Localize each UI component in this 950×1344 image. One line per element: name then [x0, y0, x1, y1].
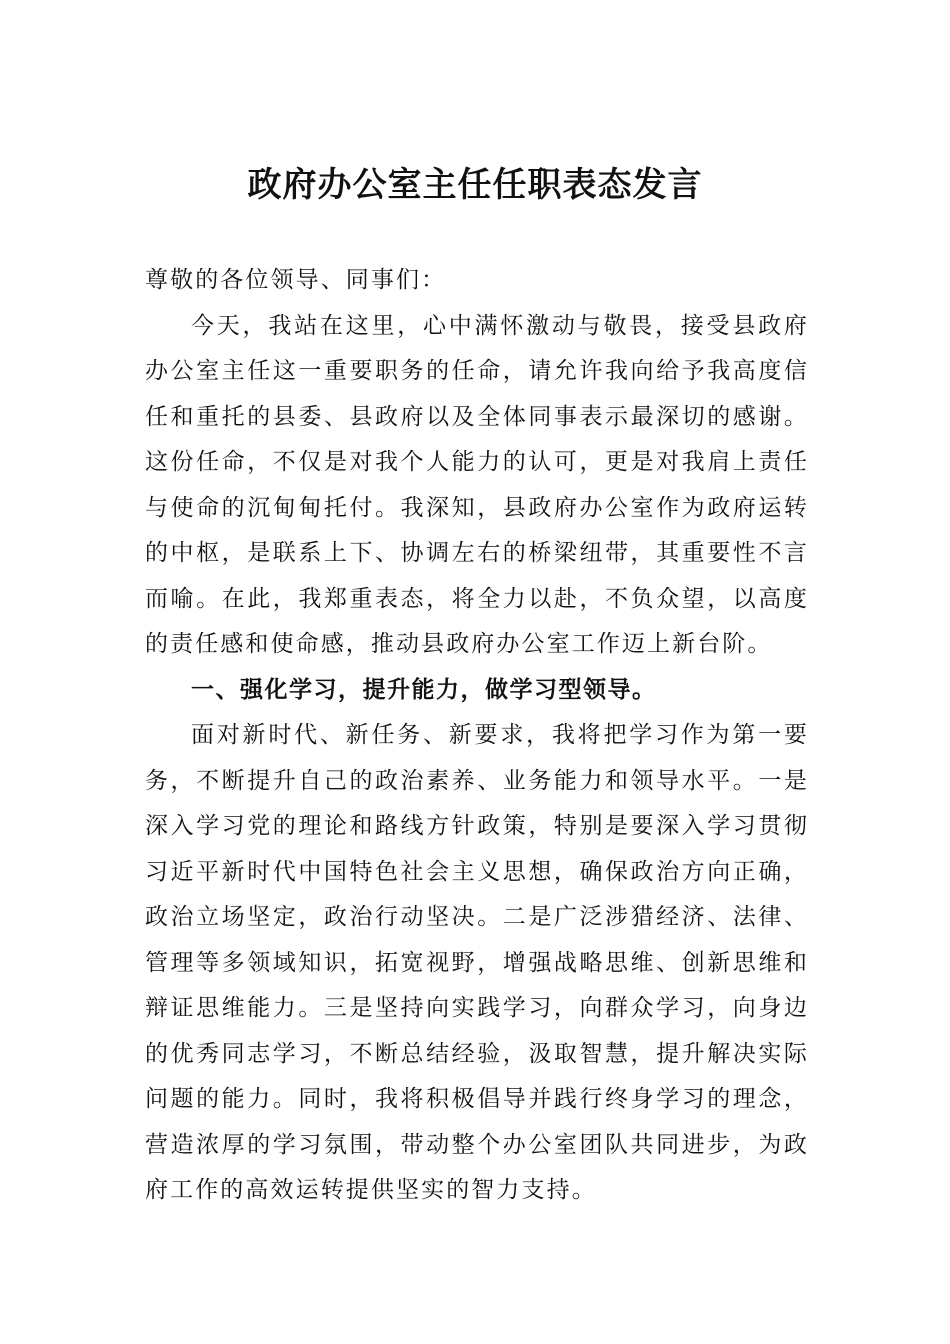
document-body [145, 258, 809, 1214]
document-title: 政府办公室主任任职表态发言 [247, 165, 703, 205]
salutation: 尊敬的各位领导、同事们： [145, 267, 447, 293]
intro-paragraph: 今天，我站在这里，心中满怀激动与敬畏，接受县政府办公室主任这一重要职务的任命，请允许我向给予我高度信任和重托的县委、县政府以及全体同事表示最深切的感谢。这份任命，不仅是对我个人能力的认可，更是对我肩上责任与使命的沉甸甸托付。我深知，县政府办公室作为政府运转的中枢，是联系上下、协调左右的桥梁纽带，其重要性不言而喻。在此，我郑重表态，将全力以赴，不负众望，以高度的责任感和使命感，推动县政府办公室工作迈上新台阶。 [145, 312, 809, 657]
section-body-1: 面对新时代、新任务、新要求，我将把学习作为第一要务，不断提升自己的政治素养、业务能力和领导水平。一是深入学习党的理论和路线方针政策，特别是要深入学习贯彻习近平新时代中国特色社会主义思想，确保政治方向正确，政治立场坚定，政治行动坚决。二是广泛涉猎经济、法律、管理等多领域知识，拓宽视野，增强战略思维、创新思维和辩证思维能力。三是坚持向实践学习，向群众学习，向身边的优秀同志学习，不断总结经验，汲取智慧，提升解决实际问题的能力。同时，我将积极倡导并践行终身学习的理念，营造浓厚的学习氛围，带动整个办公室团队共同进步，为政府工作的高效运转提供坚实的智力支持。 [145, 722, 809, 1203]
section-heading-1: 一、强化学习，提升能力，做学习型领导。 [191, 676, 657, 703]
